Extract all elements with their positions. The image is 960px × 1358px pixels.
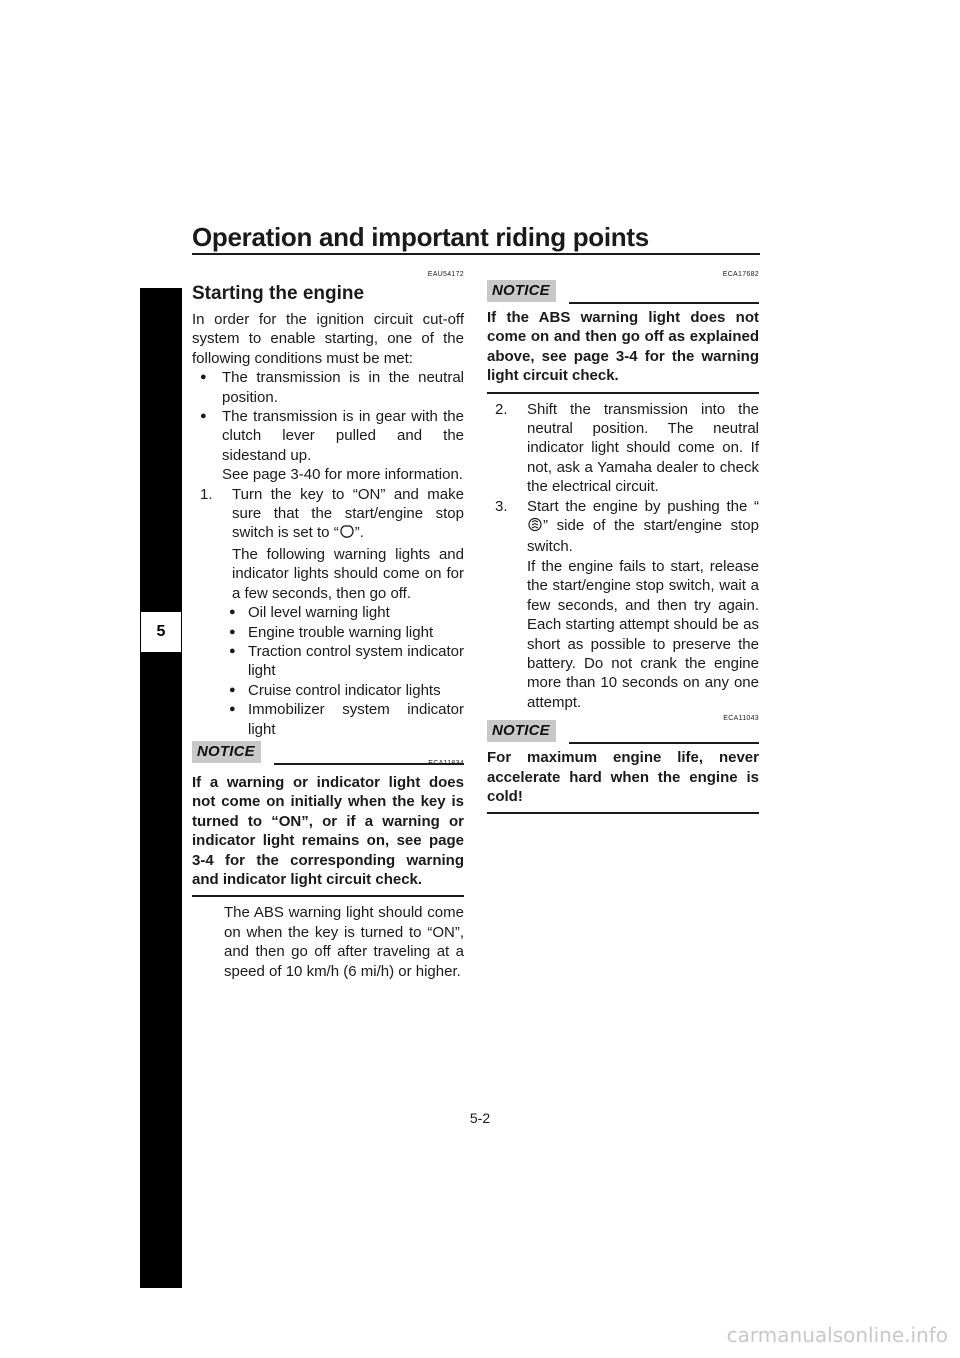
condition-item: ● The transmission is in gear with the clutch lever pulled and the sidestand up. [192, 407, 464, 465]
notice-rule [569, 742, 759, 744]
bullet-icon: ● [229, 644, 236, 657]
condition-item: ● The transmission is in the neutral position. [192, 368, 464, 407]
chapter-tab-number: 5 [141, 612, 181, 652]
light-item: ● Traction control system indicator light [229, 642, 464, 680]
right-column [487, 270, 759, 820]
step-number: 3. [495, 497, 508, 515]
page-number: 5-2 [469, 1110, 491, 1126]
light-item: ● Engine trouble warning light [229, 623, 434, 641]
left-column [192, 270, 464, 981]
step-2: 2. Shift the transmission into the neutral position. The neutral indicator light should come on. If not, ask a Yamaha dealer to check the electrical circuit. [487, 400, 759, 497]
intro-paragraph: In order for the ignition circuit cut-off system to enable starting, one of the following conditions must be met: [192, 311, 464, 367]
notice-end-rule [487, 812, 759, 814]
notice-text: For maximum engine life, never accelerate hard when the engine is cold! [487, 749, 759, 805]
notice-text: If a warning or indicator light does not come on initially when the key is turned to “ON”, or if a warning or indicator light remains on, see page 3-4 for the corresponding warning and indicator light circuit check. [192, 773, 464, 888]
bullet-icon: ● [229, 606, 236, 619]
header-rule [192, 253, 760, 255]
notice-end-rule [192, 895, 464, 897]
condition-note: See page 3-40 for more information. [222, 466, 463, 484]
section-title: Starting the engine [192, 283, 365, 304]
notice-header [487, 280, 759, 304]
bullet-icon: ● [229, 625, 236, 638]
start-switch-icon [527, 517, 543, 537]
light-item: ● Oil level warning light [229, 604, 390, 622]
notice-rule [569, 302, 759, 304]
run-switch-icon [339, 524, 355, 544]
step-number: 2. [495, 400, 508, 418]
notice-ref-code: ECA11043 [723, 715, 759, 723]
abs-paragraph: The ABS warning light should come on when the key is turned to “ON”, and then go off after traveling at a speed of 10 km/h (6 mi/h) or higher. [224, 904, 464, 980]
notice-header [487, 720, 759, 744]
notice-rule [274, 763, 464, 765]
step-number: 1. [200, 485, 213, 503]
bullet-icon: ● [229, 703, 236, 716]
step-1: 1. Turn the key to “ON” and make sure that the start/engine stop switch is set to “ ”. The following warning lights and indicator lights should come on for a few seconds, then go off. [192, 485, 464, 603]
watermark: carmanualsonline.info [726, 1323, 948, 1347]
notice-badge: NOTICE [192, 741, 261, 763]
light-item: ● Immobilizer system indicator light [229, 701, 464, 738]
notice-text: If the ABS warning light does not come on and then go off as explained above, see page 3-4 for the warning light circuit check. [487, 309, 759, 385]
bullet-icon: ● [200, 371, 207, 384]
notice-badge: NOTICE [487, 280, 556, 302]
light-item: ● Cruise control indicator lights [229, 681, 441, 699]
notice-badge: NOTICE [487, 720, 556, 742]
bullet-icon: ● [229, 683, 236, 696]
section-ref-code: EAU54172 [427, 271, 464, 278]
notice-ref-code: ECA17682 [722, 271, 759, 278]
step-3: 3. Start the engine by pushing the “” side of the start/engine stop switch. If the engine fails to start, release the start/engine stop switch, wait a few seconds, and then try again. Each starting attempt should be as short as possible to preserve the battery. Do not crank the engine more than 10 seconds on any one attempt. [487, 497, 759, 712]
notice-end-rule [487, 392, 759, 394]
chapter-tab [140, 288, 182, 1288]
bullet-icon: ● [200, 410, 207, 423]
notice-header [192, 741, 464, 765]
page-header-title: Operation and important riding points [192, 222, 649, 252]
